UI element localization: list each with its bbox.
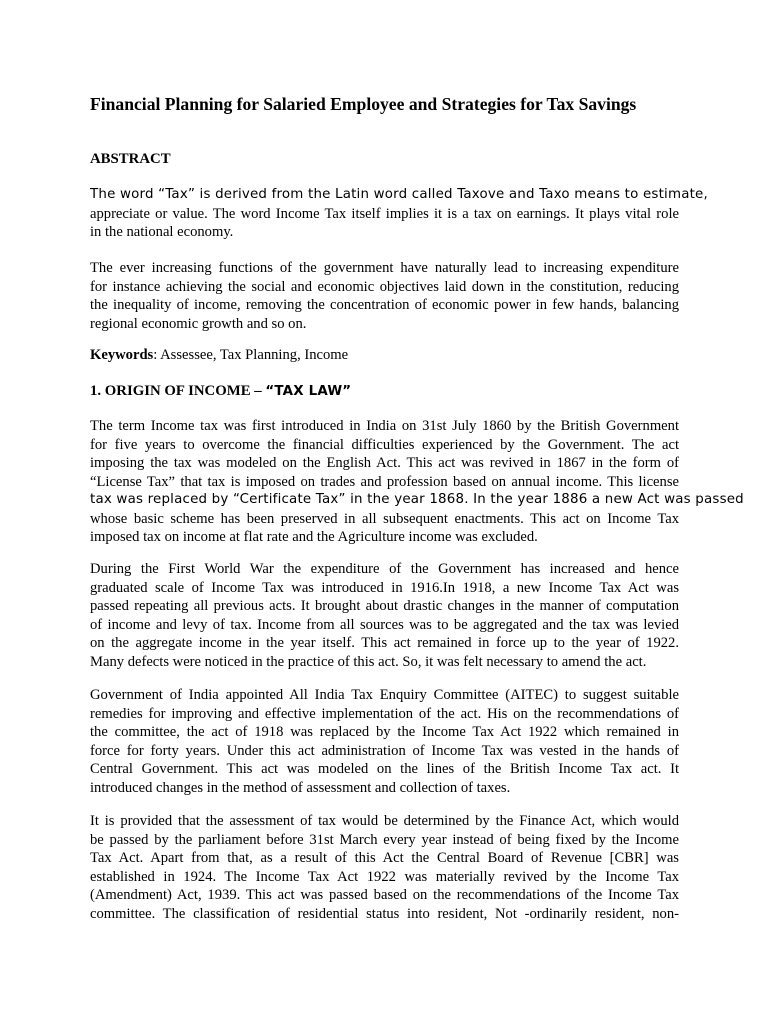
section-1-heading-prefix: 1. ORIGIN OF INCOME –	[90, 383, 266, 399]
abstract-p1-line-2: appreciate or value. The word Income Tax itself implies it is a tax on earnings. It plays vital role	[90, 205, 679, 222]
s1-p4-line-5: (Amendment) Act, 1939. This act was passed based on the recommendations of the Income Tax	[90, 887, 679, 903]
keywords-line	[90, 346, 679, 365]
keywords-text: : Assessee, Tax Planning, Income	[153, 347, 349, 363]
s1-p1-line-7: imposed tax on income at flat rate and the Agriculture income was excluded.	[90, 529, 538, 545]
abstract-p2-line-3: the inequality of income, removing the concentration of economic power in few hands, balancing	[90, 297, 679, 313]
abstract-p1-line-3: in the national economy.	[90, 224, 234, 240]
s1-p3-line-6: introduced changes in the method of assessment and collection of taxes.	[90, 779, 511, 796]
abstract-paragraph-1	[90, 186, 708, 242]
s1-p4-line-2: be passed by the parliament before 31st March every year instead of being fixed by the Income	[90, 831, 679, 848]
section-1-paragraph-4	[90, 812, 679, 923]
s1-p1-line-1: The term Income tax was first introduced in India on 31st July 1860 by the British Government	[90, 418, 679, 434]
s1-p4-line-4: established in 1924. The Income Tax Act 1922 was materially revived by the Income Tax	[90, 868, 679, 885]
s1-p3-line-2: remedies for improving and effective implementation of the act. His on the recommendations of	[90, 705, 679, 722]
abstract-p2-line-4: regional economic growth and so on.	[90, 315, 307, 332]
s1-p2-line-5: on the aggregate income in the year itself. This act remained in force up to the year of 1922.	[90, 635, 679, 651]
s1-p3-line-1: Government of India appointed All India Tax Enquiry Committee (AITEC) to suggest suitable	[90, 687, 679, 703]
section-1-paragraph-3	[90, 686, 679, 797]
document-title: Financial Planning for Salaried Employee and Strategies for Tax Savings	[90, 94, 637, 114]
section-1-heading-suffix: “TAX LAW”	[265, 384, 352, 399]
s1-p2-line-1: During the First World War the expenditure of the Government has increased and hence	[90, 561, 679, 577]
s1-p4-line-3: Tax Act. Apart from that, as a result of this Act the Central Board of Revenue [CBR] was	[90, 850, 679, 866]
section-1-paragraph-2	[90, 560, 679, 671]
s1-p2-line-4: of income and levy of tax. Income from all sources was to be aggregated and the tax was levied	[90, 616, 679, 633]
abstract-p1-line-1: The word “Tax” is derived from the Latin word called Taxove and Taxo means to estimate,	[90, 187, 708, 202]
s1-p1-line-6: whose basic scheme has been preserved in all subsequent enactments. This act on Income Tax	[90, 510, 679, 527]
s1-p2-line-3: passed repeating all previous acts. It brought about drastic changes in the manner of computation	[90, 598, 679, 614]
s1-p3-line-4: force for forty years. Under this act administration of Income Tax was vested in the hands of	[90, 742, 679, 759]
s1-p1-line-2: for five years to overcome the financial difficulties experienced by the Government. The act	[90, 436, 679, 453]
abstract-p2-line-2: for instance achieving the social and economic objectives laid down in the constitution, reducing	[90, 278, 679, 295]
s1-p3-line-5: Central Government. This act was modeled on the lines of the British Income Tax act. It	[90, 761, 679, 777]
section-1-paragraph-1	[90, 417, 744, 547]
s1-p1-line-4: “License Tax” that tax is imposed on trades and profession based on annual income. This license	[90, 473, 679, 490]
s1-p4-line-1: It is provided that the assessment of tax would be determined by the Finance Act, which would	[90, 813, 679, 829]
s1-p1-line-3: imposing the tax was modeled on the English Act. This act was revived in 1867 in the form of	[90, 455, 679, 471]
s1-p2-line-2: graduated scale of Income Tax was introduced in 1916.In 1918, a new Income Tax Act was	[90, 579, 679, 596]
section-1-heading	[90, 382, 351, 402]
keywords-label: Keywords	[90, 347, 154, 363]
s1-p4-line-6: committee. The classification of residential status into resident, Not -ordinarily resident, non-	[90, 905, 679, 922]
s1-p2-line-6: Many defects were noticed in the practice of this act. So, it was felt necessary to amend the act.	[90, 653, 647, 670]
abstract-heading: ABSTRACT	[90, 151, 171, 167]
s1-p1-line-5: tax was replaced by “Certificate Tax” in the year 1868. In the year 1886 a new Act was passed	[90, 492, 744, 507]
s1-p3-line-3: the committee, the act of 1918 was replaced by the Income Tax Act 1922 which remained in	[90, 724, 679, 740]
abstract-paragraph-2	[90, 259, 679, 333]
abstract-p2-line-1: The ever increasing functions of the government have naturally lead to increasing expenditure	[90, 260, 679, 276]
